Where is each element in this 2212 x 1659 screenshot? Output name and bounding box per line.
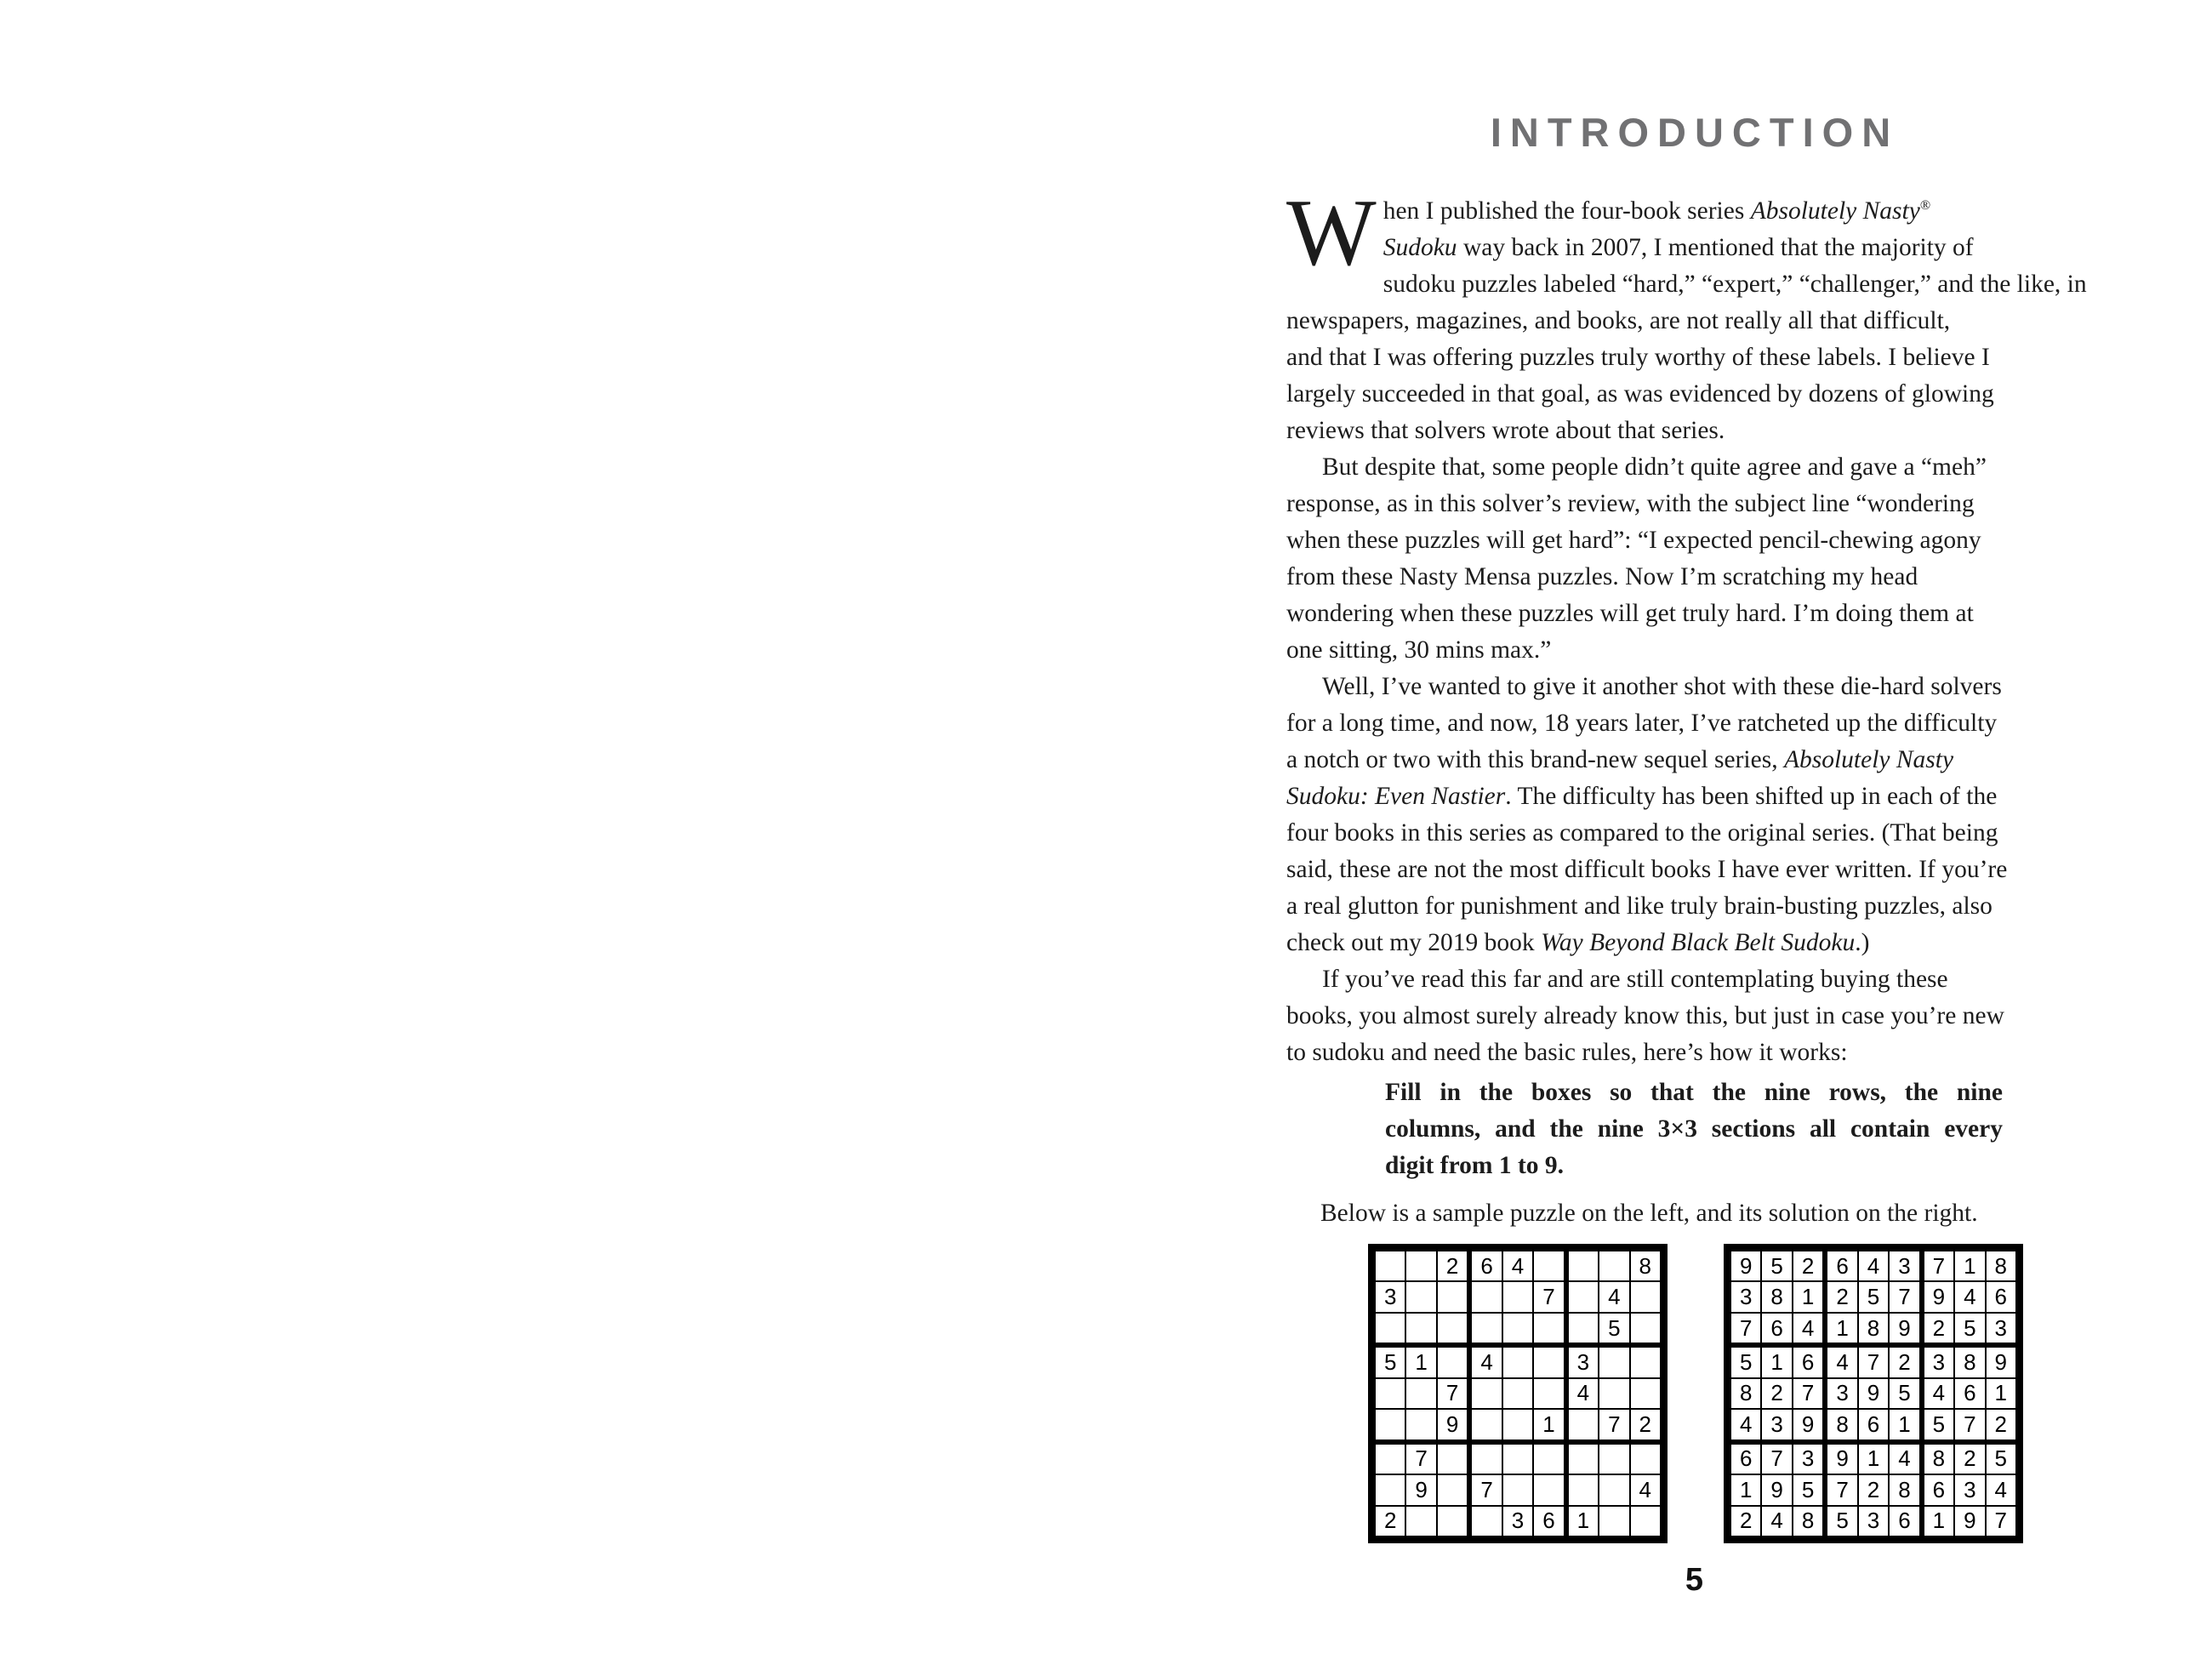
sudoku-cell: 4 <box>1502 1251 1533 1281</box>
sudoku-box <box>1922 1345 2018 1441</box>
sudoku-box <box>1922 1249 2018 1345</box>
sudoku-box <box>1373 1442 1469 1538</box>
sudoku-cell <box>1502 1474 1533 1505</box>
sudoku-cell <box>1375 1409 1405 1440</box>
sudoku-cell <box>1502 1281 1533 1312</box>
sudoku-cell <box>1599 1506 1629 1536</box>
sudoku-solution-cell: 3 <box>1793 1444 1823 1474</box>
sudoku-solution-cell: 9 <box>1827 1444 1857 1474</box>
grids-caption: Below is a sample puzzle on the left, and its solution on the right. <box>1320 1200 1978 1227</box>
sudoku-cell <box>1471 1281 1502 1312</box>
sudoku-box <box>1825 1442 1921 1538</box>
text-line <box>1286 413 2103 449</box>
sudoku-cell <box>1533 1444 1564 1474</box>
page-number: 5 <box>1685 1562 1705 1598</box>
sudoku-solution-cell: 7 <box>1730 1313 1761 1343</box>
sudoku-solution-cell: 2 <box>1827 1281 1857 1312</box>
sudoku-solution-cell: 8 <box>1827 1409 1857 1440</box>
body-text-segment: But despite that, some people didn’t quite agree and gave a “meh” <box>1322 453 1987 481</box>
sudoku-solution-cell: 7 <box>1924 1251 1954 1281</box>
sudoku-cell <box>1502 1347 1533 1377</box>
sudoku-cell: 6 <box>1471 1251 1502 1281</box>
sudoku-cell <box>1375 1378 1405 1409</box>
sudoku-cell <box>1375 1313 1405 1343</box>
sudoku-box <box>1566 1345 1662 1441</box>
body-text-segment: check out my 2019 book <box>1286 929 1542 956</box>
sudoku-cell <box>1599 1251 1629 1281</box>
text-line <box>1286 778 2103 815</box>
sudoku-cell: 4 <box>1630 1474 1661 1505</box>
sudoku-solution-cell: 4 <box>1954 1281 1985 1312</box>
sudoku-solution-cell: 9 <box>1889 1313 1919 1343</box>
sudoku-solution-cell: 1 <box>1730 1474 1761 1505</box>
sudoku-cell: 1 <box>1405 1347 1436 1377</box>
sudoku-cell: 2 <box>1630 1409 1661 1440</box>
sudoku-solution-cell: 7 <box>1761 1444 1792 1474</box>
sudoku-cell <box>1568 1474 1599 1505</box>
sudoku-cell <box>1471 1444 1502 1474</box>
sudoku-solution-cell: 5 <box>1924 1409 1954 1440</box>
sudoku-cell <box>1405 1251 1436 1281</box>
sudoku-solution-cell: 8 <box>1858 1313 1889 1343</box>
body-text-segment: for a long time, and now, 18 years later, I’ve ratcheted up the difficulty <box>1286 710 1998 737</box>
sudoku-cell <box>1630 1347 1661 1377</box>
sudoku-solution-cell: 3 <box>1761 1409 1792 1440</box>
sudoku-box <box>1825 1345 1921 1441</box>
italic-text: Way Beyond Black Belt Sudoku <box>1541 929 1856 956</box>
text-line <box>1286 486 2103 522</box>
sudoku-box <box>1566 1249 1662 1345</box>
sudoku-solution-cell: 6 <box>1889 1506 1919 1536</box>
sudoku-cell: 4 <box>1568 1378 1599 1409</box>
sudoku-solution-cell: 1 <box>1858 1444 1889 1474</box>
sudoku-solution-cell: 6 <box>1858 1409 1889 1440</box>
text-line <box>1286 376 2103 413</box>
sudoku-solution-cell: 6 <box>1924 1474 1954 1505</box>
text-line <box>1286 522 2103 559</box>
registered-mark: ® <box>1919 197 1931 214</box>
sudoku-cell <box>1471 1378 1502 1409</box>
sudoku-cell <box>1599 1347 1629 1377</box>
sudoku-solution-cell: 8 <box>1924 1444 1954 1474</box>
sudoku-cell <box>1533 1347 1564 1377</box>
sudoku-solution-cell: 9 <box>1924 1281 1954 1312</box>
sudoku-solution-cell: 1 <box>1889 1409 1919 1440</box>
sudoku-cell: 5 <box>1599 1313 1629 1343</box>
sudoku-solution-cell: 6 <box>1954 1378 1985 1409</box>
body-text-segment: response, as in this solver’s review, with the subject line “wondering <box>1286 490 1975 517</box>
body-text-segment: wondering when these puzzles will get truly hard. I’m doing them at <box>1286 600 1974 627</box>
sudoku-cell <box>1533 1313 1564 1343</box>
sudoku-cell <box>1502 1378 1533 1409</box>
body-text-segment: sudoku puzzles labeled “hard,” “expert,” “challenger,” and the like, in <box>1382 271 2087 298</box>
italic-text: Absolutely Nasty <box>1750 197 1920 225</box>
sudoku-solution-cell: 1 <box>1793 1281 1823 1312</box>
sudoku-cell: 7 <box>1405 1444 1436 1474</box>
sudoku-solution-cell: 1 <box>1954 1251 1985 1281</box>
sudoku-solution-cell: 4 <box>1793 1313 1823 1343</box>
sudoku-cell <box>1533 1378 1564 1409</box>
sudoku-solution-cell: 5 <box>1730 1347 1761 1377</box>
body-text-segment: newspapers, magazines, and books, are not really all that difficult, <box>1286 307 1951 334</box>
text-line <box>1286 596 2103 632</box>
sudoku-cell <box>1568 1444 1599 1474</box>
sudoku-cell: 7 <box>1599 1409 1629 1440</box>
body-text-segment: .) <box>1855 929 1870 956</box>
sudoku-cell <box>1375 1251 1405 1281</box>
sudoku-box <box>1469 1442 1565 1538</box>
body-paragraph <box>1286 961 2103 1071</box>
sudoku-solution-cell: 5 <box>1954 1313 1985 1343</box>
sudoku-cell <box>1568 1409 1599 1440</box>
sudoku-solution-cell: 8 <box>1761 1281 1792 1312</box>
sudoku-solution-cell: 6 <box>1761 1313 1792 1343</box>
body-text-segment: If you’ve read this far and are still contemplating buying these <box>1322 966 1948 993</box>
sudoku-cell: 9 <box>1405 1474 1436 1505</box>
sudoku-solution-cell: 1 <box>1827 1313 1857 1343</box>
sudoku-solution-cell: 8 <box>1986 1251 2016 1281</box>
text-line <box>1286 852 2103 888</box>
sudoku-solution-cell: 4 <box>1827 1347 1857 1377</box>
sudoku-cell: 6 <box>1533 1506 1564 1536</box>
sudoku-cell <box>1437 1313 1468 1343</box>
sudoku-solution-cell: 3 <box>1827 1378 1857 1409</box>
body-text-segment: and that I was offering puzzles truly worthy of these labels. I believe I <box>1286 344 1990 371</box>
sudoku-cell <box>1630 1281 1661 1312</box>
sudoku-solution-cell: 3 <box>1889 1251 1919 1281</box>
sudoku-solution-cell: 9 <box>1793 1409 1823 1440</box>
body-text-segment: a real glutton for punishment and like truly brain-busting puzzles, also <box>1286 892 1993 920</box>
sudoku-cell <box>1599 1474 1629 1505</box>
sudoku-cell <box>1471 1506 1502 1536</box>
sudoku-solution-cell: 8 <box>1793 1506 1823 1536</box>
sudoku-cell: 7 <box>1471 1474 1502 1505</box>
sudoku-solution-cell: 3 <box>1986 1313 2016 1343</box>
sudoku-cell <box>1375 1474 1405 1505</box>
body-paragraph <box>1286 180 2103 449</box>
sudoku-solution-cell: 4 <box>1924 1378 1954 1409</box>
sudoku-cell <box>1405 1506 1436 1536</box>
sudoku-cell <box>1375 1444 1405 1474</box>
sudoku-solution-cell: 2 <box>1889 1347 1919 1377</box>
sudoku-solution-cell: 9 <box>1730 1251 1761 1281</box>
sudoku-cell <box>1568 1251 1599 1281</box>
sudoku-cell: 1 <box>1533 1409 1564 1440</box>
text-line <box>1286 449 2103 486</box>
sudoku-solution-cell: 3 <box>1924 1347 1954 1377</box>
sudoku-cell <box>1630 1313 1661 1343</box>
sudoku-cell: 5 <box>1375 1347 1405 1377</box>
sudoku-cell: 4 <box>1471 1347 1502 1377</box>
sudoku-solution-cell: 1 <box>1986 1378 2016 1409</box>
sudoku-solution-cell: 5 <box>1858 1281 1889 1312</box>
sudoku-cell <box>1599 1378 1629 1409</box>
drop-cap: W <box>1286 180 1377 286</box>
body-text-segment: to sudoku and need the basic rules, here’s how it works: <box>1286 1039 1848 1066</box>
rules-quote-line: Fill in the boxes so that the nine rows, the nine <box>1385 1079 2003 1106</box>
body-text-segment: books, you almost surely already know this, but just in case you’re new <box>1286 1002 2004 1029</box>
sudoku-solution-cell: 9 <box>1858 1378 1889 1409</box>
sudoku-solution-cell: 2 <box>1986 1409 2016 1440</box>
text-line <box>1286 559 2103 596</box>
body-text-segment: a notch or two with this brand-new sequel series, <box>1286 746 1784 773</box>
sudoku-cell <box>1437 1506 1468 1536</box>
sudoku-cell <box>1471 1313 1502 1343</box>
sudoku-solution-cell: 9 <box>1954 1506 1985 1536</box>
sudoku-solution-cell: 8 <box>1730 1378 1761 1409</box>
text-line <box>1286 266 2103 303</box>
sudoku-cell <box>1533 1251 1564 1281</box>
sudoku-cell: 4 <box>1599 1281 1629 1312</box>
body-text-segment: one sitting, 30 mins max.” <box>1286 636 1552 664</box>
sudoku-cell <box>1502 1444 1533 1474</box>
sudoku-solution-grid <box>1724 1244 2023 1543</box>
text-line <box>1286 961 2103 998</box>
sudoku-solution-cell: 1 <box>1924 1506 1954 1536</box>
body-text-segment: way back in 2007, I mentioned that the majority of <box>1457 234 1974 261</box>
sudoku-cell: 3 <box>1502 1506 1533 1536</box>
sudoku-solution-cell: 8 <box>1889 1474 1919 1505</box>
body-text-segment: reviews that solvers wrote about that series. <box>1286 417 1725 444</box>
sudoku-solution-cell: 4 <box>1761 1506 1792 1536</box>
sudoku-cell <box>1437 1444 1468 1474</box>
sudoku-cell <box>1405 1378 1436 1409</box>
sudoku-solution-cell: 4 <box>1986 1474 2016 1505</box>
sudoku-solution-cell: 2 <box>1793 1251 1823 1281</box>
sudoku-solution-cell: 9 <box>1986 1347 2016 1377</box>
sudoku-solution-cell: 4 <box>1730 1409 1761 1440</box>
sudoku-cell <box>1630 1378 1661 1409</box>
sudoku-solution-cell: 5 <box>1827 1506 1857 1536</box>
sudoku-cell: 2 <box>1437 1251 1468 1281</box>
sudoku-solution-cell: 7 <box>1889 1281 1919 1312</box>
sudoku-box <box>1566 1442 1662 1538</box>
sudoku-cell: 3 <box>1375 1281 1405 1312</box>
sudoku-solution-cell: 5 <box>1889 1378 1919 1409</box>
sudoku-box <box>1922 1442 2018 1538</box>
text-line <box>1286 1035 2103 1071</box>
text-line <box>1286 339 2103 376</box>
sudoku-solution-cell: 2 <box>1954 1444 1985 1474</box>
sudoku-solution-cell: 3 <box>1730 1281 1761 1312</box>
sudoku-solution-cell: 6 <box>1793 1347 1823 1377</box>
body-text-segment: said, these are not the most difficult books I have ever written. If you’re <box>1286 856 2008 883</box>
sudoku-cell <box>1502 1409 1533 1440</box>
sudoku-cell <box>1437 1474 1468 1505</box>
text-line <box>1286 230 2103 266</box>
sudoku-solution-cell: 4 <box>1858 1251 1889 1281</box>
sudoku-solution-cell: 2 <box>1858 1474 1889 1505</box>
sudoku-cell: 2 <box>1375 1506 1405 1536</box>
sudoku-cell <box>1599 1444 1629 1474</box>
sudoku-solution-cell: 2 <box>1730 1506 1761 1536</box>
sudoku-cell: 8 <box>1630 1251 1661 1281</box>
text-line <box>1286 742 2103 778</box>
text-line <box>1286 925 2103 961</box>
body-paragraph <box>1286 449 2103 669</box>
sudoku-cell: 7 <box>1533 1281 1564 1312</box>
italic-text: Sudoku: Even Nastier <box>1286 783 1506 810</box>
sudoku-cell: 1 <box>1568 1506 1599 1536</box>
sudoku-solution-cell: 7 <box>1858 1347 1889 1377</box>
sudoku-box <box>1373 1249 1469 1345</box>
body-text-segment: largely succeeded in that goal, as was evidenced by dozens of glowing <box>1286 380 1994 408</box>
body-paragraph <box>1286 669 2103 961</box>
sudoku-solution-cell: 6 <box>1730 1444 1761 1474</box>
sudoku-solution-cell: 7 <box>1827 1474 1857 1505</box>
sudoku-cell <box>1437 1281 1468 1312</box>
sudoku-solution-cell: 5 <box>1761 1251 1792 1281</box>
sudoku-solution-cell: 5 <box>1986 1444 2016 1474</box>
body-text <box>1286 180 2103 1071</box>
sudoku-cell <box>1502 1313 1533 1343</box>
sudoku-solution-cell: 8 <box>1954 1347 1985 1377</box>
sudoku-box <box>1469 1249 1565 1345</box>
sudoku-solution-cell: 7 <box>1793 1378 1823 1409</box>
sudoku-solution-cell: 1 <box>1761 1347 1792 1377</box>
text-line <box>1286 193 2103 230</box>
sudoku-box <box>1729 1345 1825 1441</box>
sudoku-solution-cell: 6 <box>1827 1251 1857 1281</box>
sudoku-solution-cell: 3 <box>1954 1474 1985 1505</box>
sudoku-cell <box>1568 1313 1599 1343</box>
text-line <box>1286 705 2103 742</box>
sudoku-box <box>1729 1249 1825 1345</box>
sudoku-solution-cell: 9 <box>1761 1474 1792 1505</box>
italic-text: Absolutely Nasty <box>1783 746 1954 773</box>
sudoku-solution-cell: 4 <box>1889 1444 1919 1474</box>
sudoku-cell: 3 <box>1568 1347 1599 1377</box>
sudoku-cell: 7 <box>1437 1378 1468 1409</box>
rules-quote-block <box>1385 1075 2003 1184</box>
sudoku-cell <box>1471 1409 1502 1440</box>
sudoku-solution-cell: 3 <box>1858 1506 1889 1536</box>
sudoku-cell <box>1405 1313 1436 1343</box>
sudoku-box <box>1825 1249 1921 1345</box>
sudoku-cell <box>1630 1444 1661 1474</box>
sudoku-solution-cell: 7 <box>1986 1506 2016 1536</box>
sudoku-box <box>1729 1442 1825 1538</box>
sudoku-box <box>1469 1345 1565 1441</box>
sudoku-solution-cell: 2 <box>1761 1378 1792 1409</box>
rules-quote-line: columns, and the nine 3×3 sections all contain every <box>1385 1115 2003 1143</box>
sudoku-cell <box>1405 1409 1436 1440</box>
text-line <box>1286 888 2103 925</box>
text-line <box>1286 632 2103 669</box>
sudoku-solution-cell: 7 <box>1954 1409 1985 1440</box>
rules-quote-line: digit from 1 to 9. <box>1385 1152 1565 1179</box>
page-title: INTRODUCTION <box>1490 110 1900 155</box>
body-text-segment: four books in this series as compared to the original series. (That being <box>1286 819 1998 847</box>
text-line <box>1286 669 2103 705</box>
text-line <box>1286 303 2103 339</box>
italic-text: Sudoku <box>1382 234 1457 261</box>
body-text-segment: when these puzzles will get hard”: “I expected pencil-chewing agony <box>1286 527 1981 554</box>
body-text-segment: from these Nasty Mensa puzzles. Now I’m scratching my head <box>1286 563 1918 590</box>
text-line <box>1286 815 2103 852</box>
sudoku-box <box>1373 1345 1469 1441</box>
body-text-segment: . The difficulty has been shifted up in each of the <box>1505 783 1998 810</box>
body-text-segment: Well, I’ve wanted to give it another shot with these die-hard solvers <box>1322 673 2002 700</box>
body-text-segment: hen I published the four-book series <box>1382 197 1751 225</box>
sudoku-cell <box>1533 1474 1564 1505</box>
sudoku-cell: 9 <box>1437 1409 1468 1440</box>
sudoku-cell <box>1437 1347 1468 1377</box>
sudoku-cell <box>1568 1281 1599 1312</box>
sudoku-solution-cell: 5 <box>1793 1474 1823 1505</box>
sudoku-cell <box>1630 1506 1661 1536</box>
sudoku-solution-cell: 6 <box>1986 1281 2016 1312</box>
sudoku-solution-cell: 2 <box>1924 1313 1954 1343</box>
sudoku-cell <box>1405 1281 1436 1312</box>
sudoku-puzzle-grid <box>1368 1244 1668 1543</box>
text-line <box>1286 998 2103 1035</box>
